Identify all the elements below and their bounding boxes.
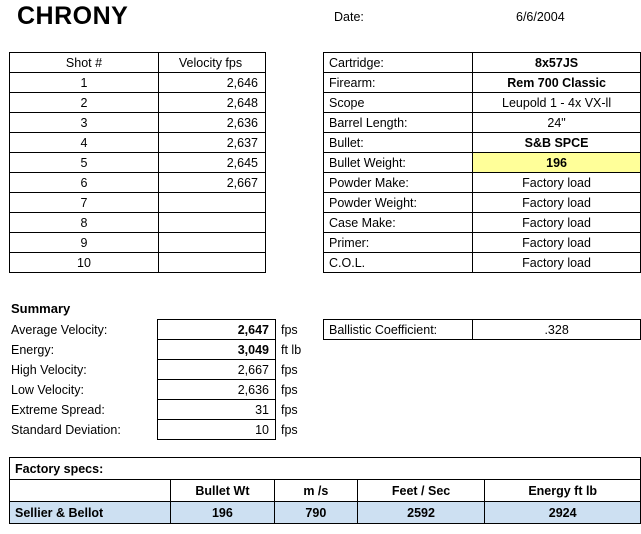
table-row (10, 173, 266, 193)
table-row (9, 420, 325, 440)
page-title: CHRONY (17, 2, 129, 30)
table-row (324, 213, 641, 233)
summary-table (9, 319, 325, 440)
table-row (10, 153, 266, 173)
summary-unit: ft lb (276, 340, 326, 360)
factory-specs-title-row (10, 458, 641, 480)
shots-table (9, 52, 266, 273)
summary-label: Average Velocity: (9, 320, 158, 340)
shot-number: 6 (10, 173, 159, 193)
shot-number: 8 (10, 213, 159, 233)
factory-row-bullet-wt: 196 (170, 502, 274, 524)
summary-unit: fps (276, 380, 326, 400)
ballistic-coefficient-table (323, 319, 641, 340)
load-label: Barrel Length: (324, 113, 473, 133)
table-row (10, 253, 266, 273)
summary-value: 31 (158, 400, 276, 420)
date-label: Date: (334, 10, 364, 24)
shots-table-header-row (10, 53, 266, 73)
table-row (324, 233, 641, 253)
shot-velocity (159, 233, 266, 253)
summary-value: 3,049 (158, 340, 276, 360)
shot-number: 4 (10, 133, 159, 153)
load-label: Cartridge: (324, 53, 473, 73)
shot-number: 3 (10, 113, 159, 133)
factory-specs-table (9, 457, 641, 524)
table-row (10, 73, 266, 93)
shot-number: 9 (10, 233, 159, 253)
factory-specs-header-row (10, 480, 641, 502)
load-label: Powder Make: (324, 173, 473, 193)
load-value-highlighted: 196 (473, 153, 641, 173)
summary-label: Standard Deviation: (9, 420, 158, 440)
factory-col-header-ms: m /s (274, 480, 357, 502)
summary-value: 2,647 (158, 320, 276, 340)
shots-col-header-shot: Shot # (10, 53, 159, 73)
shot-velocity (159, 193, 266, 213)
table-row (10, 113, 266, 133)
shots-col-header-velocity: Velocity fps (159, 53, 266, 73)
factory-row-name: Sellier & Bellot (10, 502, 171, 524)
factory-row-energy: 2924 (485, 502, 641, 524)
factory-specs-title: Factory specs: (10, 458, 641, 480)
ballistic-coefficient-label: Ballistic Coefficient: (324, 320, 473, 340)
summary-value: 2,667 (158, 360, 276, 380)
summary-label: Extreme Spread: (9, 400, 158, 420)
table-row (324, 173, 641, 193)
summary-heading: Summary (11, 301, 71, 316)
table-row (10, 93, 266, 113)
load-value: Leupold 1 - 4x VX-ll (473, 93, 641, 113)
table-row (10, 213, 266, 233)
load-value: Factory load (473, 173, 641, 193)
shot-velocity: 2,648 (159, 93, 266, 113)
load-label: Firearm: (324, 73, 473, 93)
date-value: 6/6/2004 (516, 10, 565, 24)
summary-unit: fps (276, 400, 326, 420)
shot-velocity: 2,667 (159, 173, 266, 193)
shot-velocity: 2,636 (159, 113, 266, 133)
table-row (324, 193, 641, 213)
load-label: Case Make: (324, 213, 473, 233)
load-value: 8x57JS (473, 53, 641, 73)
load-value: Factory load (473, 253, 641, 273)
summary-value: 2,636 (158, 380, 276, 400)
ballistic-coefficient-value: .328 (473, 320, 641, 340)
shot-number: 2 (10, 93, 159, 113)
table-row (324, 153, 641, 173)
summary-label: High Velocity: (9, 360, 158, 380)
shot-velocity (159, 213, 266, 233)
table-row (324, 113, 641, 133)
shot-number: 10 (10, 253, 159, 273)
table-row (324, 320, 641, 340)
load-label: Primer: (324, 233, 473, 253)
shot-velocity (159, 253, 266, 273)
table-row (10, 193, 266, 213)
summary-unit: fps (276, 360, 326, 380)
table-row (9, 320, 325, 340)
load-value: Factory load (473, 233, 641, 253)
table-row (10, 502, 641, 524)
load-label: Powder Weight: (324, 193, 473, 213)
table-row (10, 233, 266, 253)
load-value: S&B SPCE (473, 133, 641, 153)
table-row (324, 73, 641, 93)
table-row (9, 340, 325, 360)
summary-label: Low Velocity: (9, 380, 158, 400)
table-row (324, 253, 641, 273)
load-details-table (323, 52, 641, 273)
factory-row-fps: 2592 (357, 502, 485, 524)
factory-col-header-energy: Energy ft lb (485, 480, 641, 502)
table-row (10, 133, 266, 153)
load-value: Rem 700 Classic (473, 73, 641, 93)
shot-number: 7 (10, 193, 159, 213)
load-value: Factory load (473, 213, 641, 233)
load-value: Factory load (473, 193, 641, 213)
shot-number: 5 (10, 153, 159, 173)
factory-col-header-bullet-wt: Bullet Wt (170, 480, 274, 502)
shot-velocity: 2,646 (159, 73, 266, 93)
load-label: Bullet: (324, 133, 473, 153)
summary-value: 10 (158, 420, 276, 440)
factory-col-header-fps: Feet / Sec (357, 480, 485, 502)
table-row (324, 93, 641, 113)
load-label: Bullet Weight: (324, 153, 473, 173)
summary-unit: fps (276, 420, 326, 440)
table-row (324, 53, 641, 73)
shot-number: 1 (10, 73, 159, 93)
factory-col-header-name (10, 480, 171, 502)
table-row (9, 380, 325, 400)
table-row (324, 133, 641, 153)
table-row (9, 400, 325, 420)
load-value: 24" (473, 113, 641, 133)
factory-row-ms: 790 (274, 502, 357, 524)
load-label: Scope (324, 93, 473, 113)
shot-velocity: 2,637 (159, 133, 266, 153)
shot-velocity: 2,645 (159, 153, 266, 173)
summary-unit: fps (276, 320, 326, 340)
load-label: C.O.L. (324, 253, 473, 273)
summary-label: Energy: (9, 340, 158, 360)
table-row (9, 360, 325, 380)
